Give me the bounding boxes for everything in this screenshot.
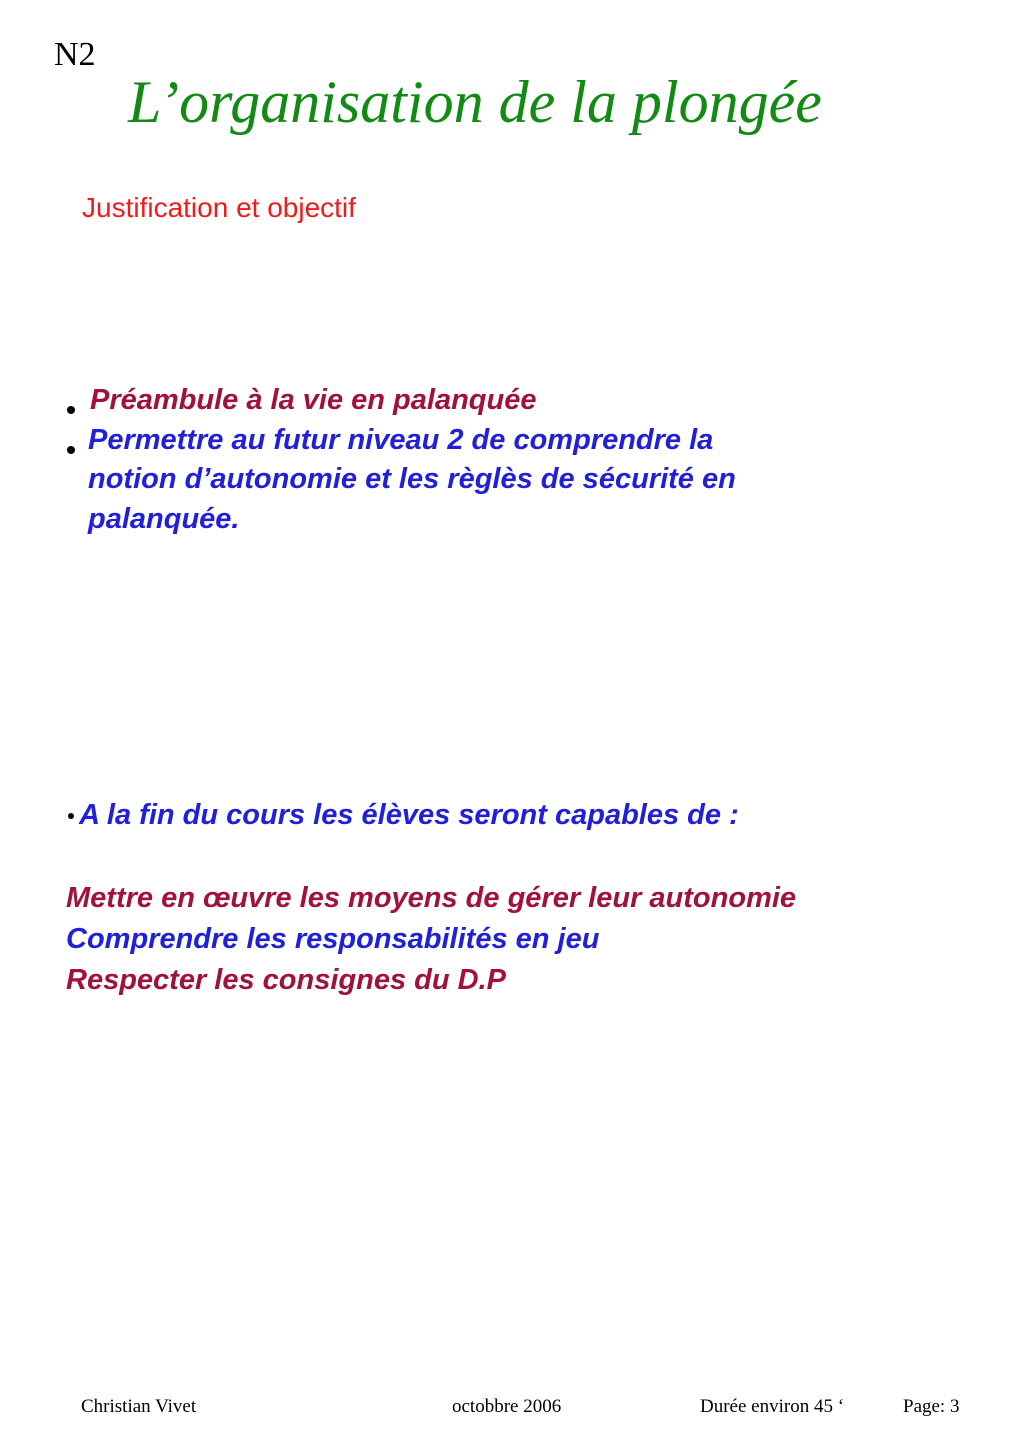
footer-duration: Durée environ 45 ‘ (700, 1396, 845, 1417)
page-title: L’organisation de la plongée (128, 69, 822, 135)
bullet-dot (67, 446, 75, 454)
bullet-dot (67, 406, 75, 414)
footer-author: Christian Vivet (81, 1396, 197, 1417)
level-tag: N2 (54, 36, 96, 73)
objective-item: Respecter les consignes du D.P (66, 964, 506, 996)
bullet-goal-line-1: Permettre au futur niveau 2 de comprendre la (88, 424, 714, 456)
footer-page-number: Page: 3 (903, 1396, 960, 1417)
objectives-intro: A la fin du cours les élèves seront capables de : (79, 799, 739, 831)
section-subtitle: Justification et objectif (82, 192, 356, 223)
bullet-dot (68, 813, 74, 819)
bullet-goal-line-2: notion d’autonomie et les règlès de sécurité en (88, 463, 736, 495)
objective-item: Comprendre les responsabilités en jeu (66, 923, 600, 955)
footer-date: octobbre 2006 (452, 1396, 562, 1417)
bullet-preambule: Préambule à la vie en palanquée (90, 384, 537, 416)
bullet-goal-line-3: palanquée. (88, 503, 240, 535)
objective-item: Mettre en œuvre les moyens de gérer leur autonomie (66, 882, 797, 914)
